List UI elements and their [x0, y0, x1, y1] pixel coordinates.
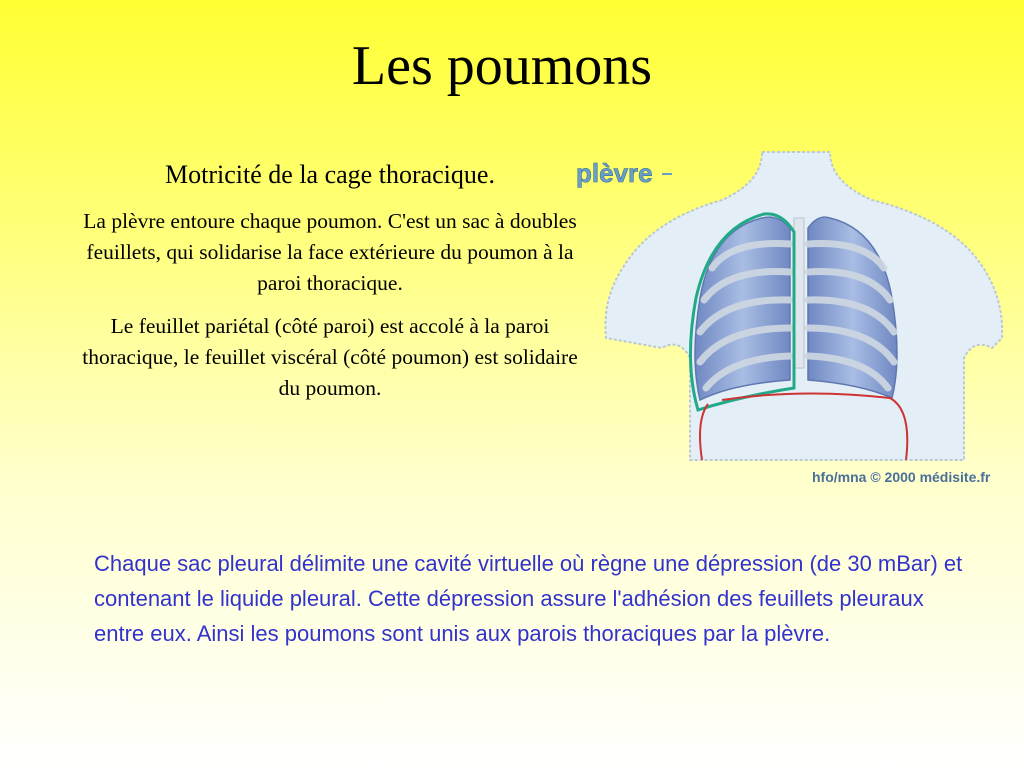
figure-credit: hfo/mna © 2000 médisite.fr	[812, 469, 991, 485]
paragraph-pleura: La plèvre entoure chaque poumon. C'est un sac à doubles feuillets, qui solidarise la face extérieure du poumon à la paroi thoracique.	[83, 209, 577, 295]
figure-label: plèvre	[576, 158, 653, 188]
thorax-illustration	[572, 148, 1024, 492]
pleural-cavity-text: Chaque sac pleural délimite une cavité virtuelle où règne une dépression (de 30 mBar) et contenant le liquide pleural. Cette dépression assure l'adhésion des feuillets pleuraux entre eux. Ainsi les poumons sont unis aux parois thoraciques par la plèvre.	[94, 551, 963, 646]
slide-subtitle: Motricité de la cage thoracique.	[165, 160, 495, 189]
paragraph-feuillets: Le feuillet pariétal (côté paroi) est accolé à la paroi thoracique, le feuillet viscéral (côté poumon) est solidaire du poumon.	[82, 314, 578, 400]
description-text	[82, 206, 578, 416]
slide-title: Les poumons	[351, 35, 653, 97]
thorax-diagram	[572, 148, 1024, 492]
